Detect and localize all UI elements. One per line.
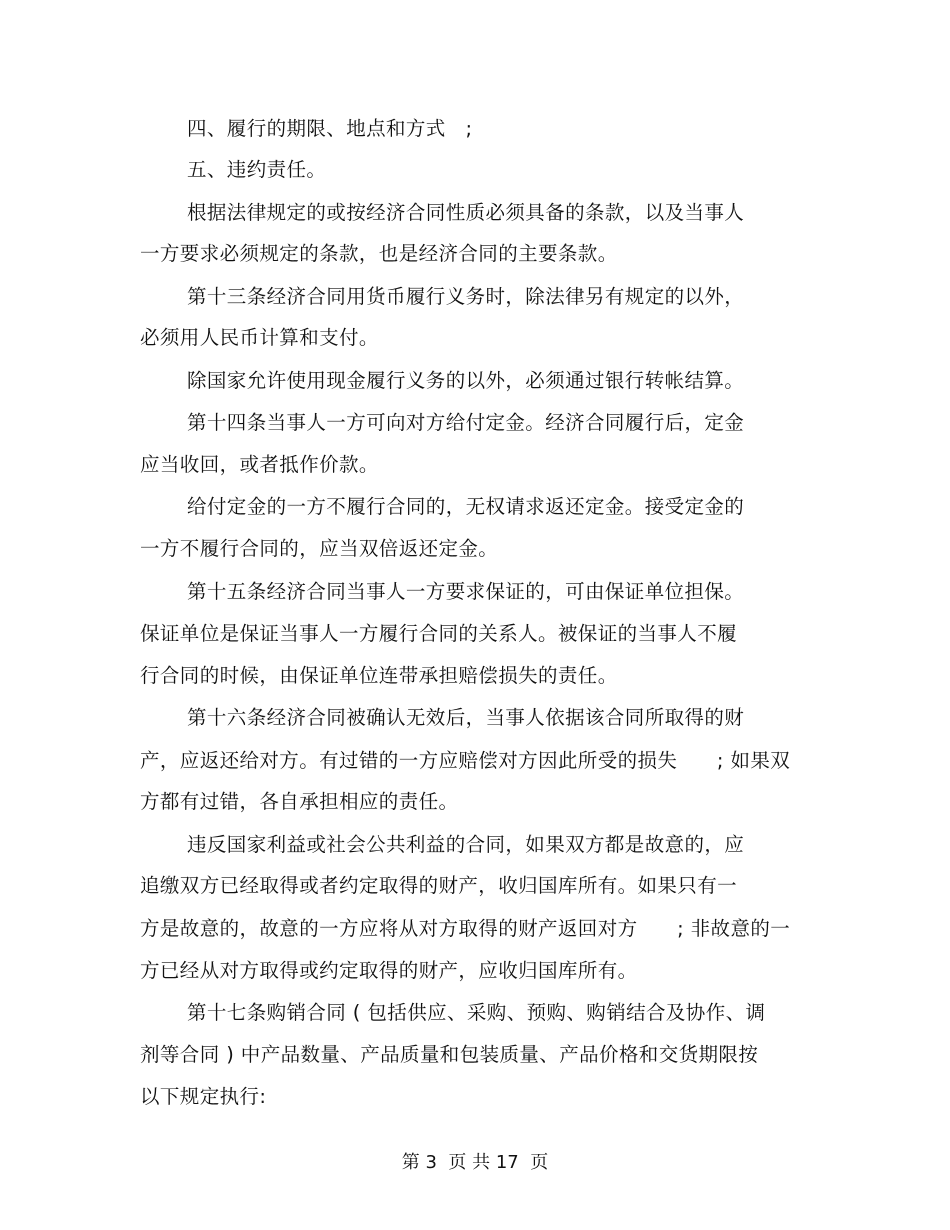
text-line: 应当收回，或者抵作价款。 <box>140 453 379 476</box>
text-line: 一方要求必须规定的条款，也是经济合同的主要条款。 <box>140 242 618 265</box>
text-line: 根据法律规定的或按经济合同性质必须具备的条款，以及当事人 <box>187 201 745 224</box>
text-line: 必须用人民币计算和支付。 <box>140 326 379 349</box>
text-line: 第十五条经济合同当事人一方要求保证的，可由保证单位担保。 <box>187 580 745 603</box>
text-line: 除国家允许使用现金履行义务的以外，必须通过银行转帐结算。 <box>187 369 745 392</box>
text-line: 四、履行的期限、地点和方式 ; <box>187 117 473 140</box>
text-line: 方是故意的，故意的一方应将从对方取得的财产返回对方 ; 非故意的一 <box>140 917 791 940</box>
text-line: 第十四条当事人一方可向对方给付定金。经济合同履行后，定金 <box>187 411 745 434</box>
text-line: 五、违约责任。 <box>187 158 327 181</box>
text-line: 保证单位是保证当事人一方履行合同的关系人。被保证的当事人不履 <box>140 622 738 645</box>
text-line: 方都有过错，各自承担相应的责任。 <box>140 790 459 813</box>
text-line: 第十三条经济合同用货币履行义务时，除法律另有规定的以外， <box>187 285 745 308</box>
text-line: 一方不履行合同的，应当双倍返还定金。 <box>140 537 499 560</box>
text-line: 第十七条购销合同 ( 包括供应、采购、预购、购销结合及协作、调 <box>187 1001 766 1024</box>
text-line: 追缴双方已经取得或者约定取得的财产，收归国库所有。如果只有一 <box>140 874 738 897</box>
text-line: 产，应返还给对方。有过错的一方应赔偿对方因此所受的损失 ; 如果双 <box>140 749 791 772</box>
text-line: 违反国家利益或社会公共利益的合同，如果双方都是故意的，应 <box>187 833 745 856</box>
text-line: 行合同的时候，由保证单位连带承担赔偿损失的责任。 <box>140 664 618 687</box>
text-line: 剂等合同 ) 中产品数量、产品质量和包装质量、产品价格和交货期限按 <box>140 1043 759 1066</box>
text-line: 给付定金的一方不履行合同的，无权请求返还定金。接受定金的 <box>187 495 745 518</box>
page-number-footer: 第 3 页 共 17 页 <box>401 1152 549 1173</box>
text-line: 第十六条经济合同被确认无效后，当事人依据该合同所取得的财 <box>187 706 745 729</box>
text-line: 以下规定执行: <box>140 1085 267 1108</box>
text-line: 方已经从对方取得或约定取得的财产，应收归国库所有。 <box>140 959 638 982</box>
